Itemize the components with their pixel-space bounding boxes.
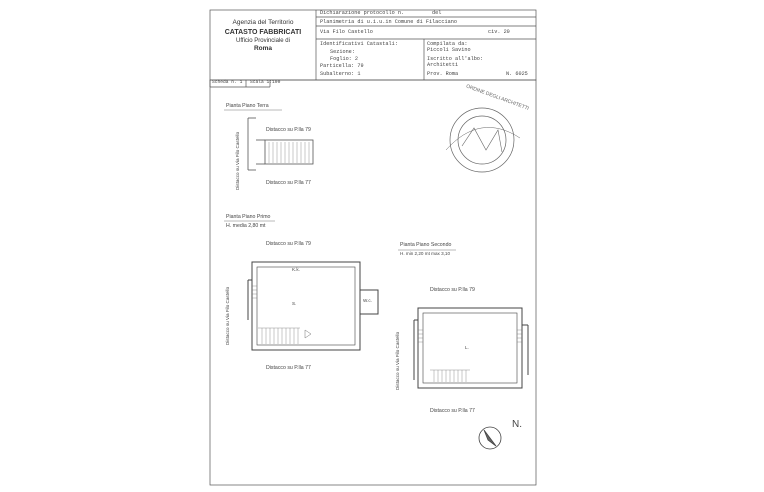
- planimetria-label: Planimetria di u.i.u.in Comune di Filacciano: [320, 19, 457, 25]
- second-floor-side-label: Distacco su Via Filo Castello: [395, 331, 400, 390]
- first-floor-top-label: Distacco su P.lla 79: [266, 241, 311, 247]
- civic-number: civ. 20: [488, 29, 510, 35]
- particella-label: Particella: 79: [320, 63, 364, 69]
- second-floor-title: Pianta Piano Secondo: [400, 242, 452, 248]
- room-s-label: S.: [292, 301, 297, 306]
- room-kk-label: K.k.: [292, 267, 300, 272]
- sezione-label: Sezione:: [330, 49, 355, 55]
- first-floor-plan: [248, 262, 378, 350]
- albo-number: N. 6025: [506, 71, 528, 77]
- albo-label: Architetti: [427, 62, 459, 68]
- first-floor-title: Pianta Piano Primo: [226, 214, 271, 220]
- drawing-frame: [210, 80, 536, 485]
- first-floor-stairs: [252, 286, 300, 344]
- prov-label: Prov. Roma: [427, 71, 459, 77]
- protocol-del: del: [432, 10, 442, 16]
- first-floor-height: H. media 2,80 mt: [226, 223, 266, 229]
- subalterno-label: Subalterno: 1: [320, 71, 361, 77]
- room-l-label: L.: [465, 345, 469, 350]
- room-wc-label: W.c.: [363, 298, 372, 303]
- second-floor-top-label: Distacco su P.lla 79: [430, 287, 475, 293]
- agency-line1: Agenzia del Territorio: [232, 19, 294, 26]
- protocol-label: Dichiarazione protocollo n.: [320, 10, 405, 16]
- scheda-label: Scheda n. 1: [212, 80, 243, 85]
- first-floor-bottom-label: Distacco su P.lla 77: [266, 365, 311, 371]
- svg-text:ORDINE DEGLI ARCHITETTI: ORDINE DEGLI ARCHITETTI: [465, 83, 530, 112]
- ident-label: Identificativi Catastali:: [320, 41, 398, 47]
- second-floor-stairs: [418, 330, 522, 382]
- compilata-name: Piccoli Savino: [427, 47, 471, 53]
- north-arrow-icon: [479, 427, 501, 449]
- ground-floor-top-label: Distacco su P.lla 79: [266, 127, 311, 133]
- address-label: Via Filo Castello: [320, 29, 373, 35]
- scala-label: Scala 1:100: [250, 80, 281, 85]
- ground-floor-stairs: [269, 142, 309, 163]
- second-floor-plan: [414, 308, 528, 388]
- first-floor-side-label: Distacco su Via Filo Castello: [225, 286, 230, 345]
- north-label: N.: [512, 419, 522, 430]
- ground-floor-title: Pianta Piano Terra: [226, 103, 269, 109]
- iscritto-label: Iscritto all'albo:: [427, 56, 484, 62]
- agency-line3: Ufficio Provinciale di: [236, 38, 290, 44]
- agency-line4: Roma: [253, 45, 273, 52]
- ground-floor-side-label: Distacco su Via Filo Castello: [235, 131, 240, 190]
- second-floor-height: H. min 2,20 mt max 3,10: [400, 251, 451, 256]
- second-floor-bottom-label: Distacco su P.lla 77: [430, 408, 475, 414]
- agency-line2: CATASTO FABBRICATI: [224, 29, 302, 36]
- compilata-label: Compilata da:: [427, 41, 468, 47]
- ground-floor-bottom-label: Distacco su P.lla 77: [266, 180, 311, 186]
- ground-floor-plan: [248, 118, 313, 170]
- foglio-label: Foglio: 2: [330, 56, 359, 62]
- architects-seal-icon: [446, 84, 530, 172]
